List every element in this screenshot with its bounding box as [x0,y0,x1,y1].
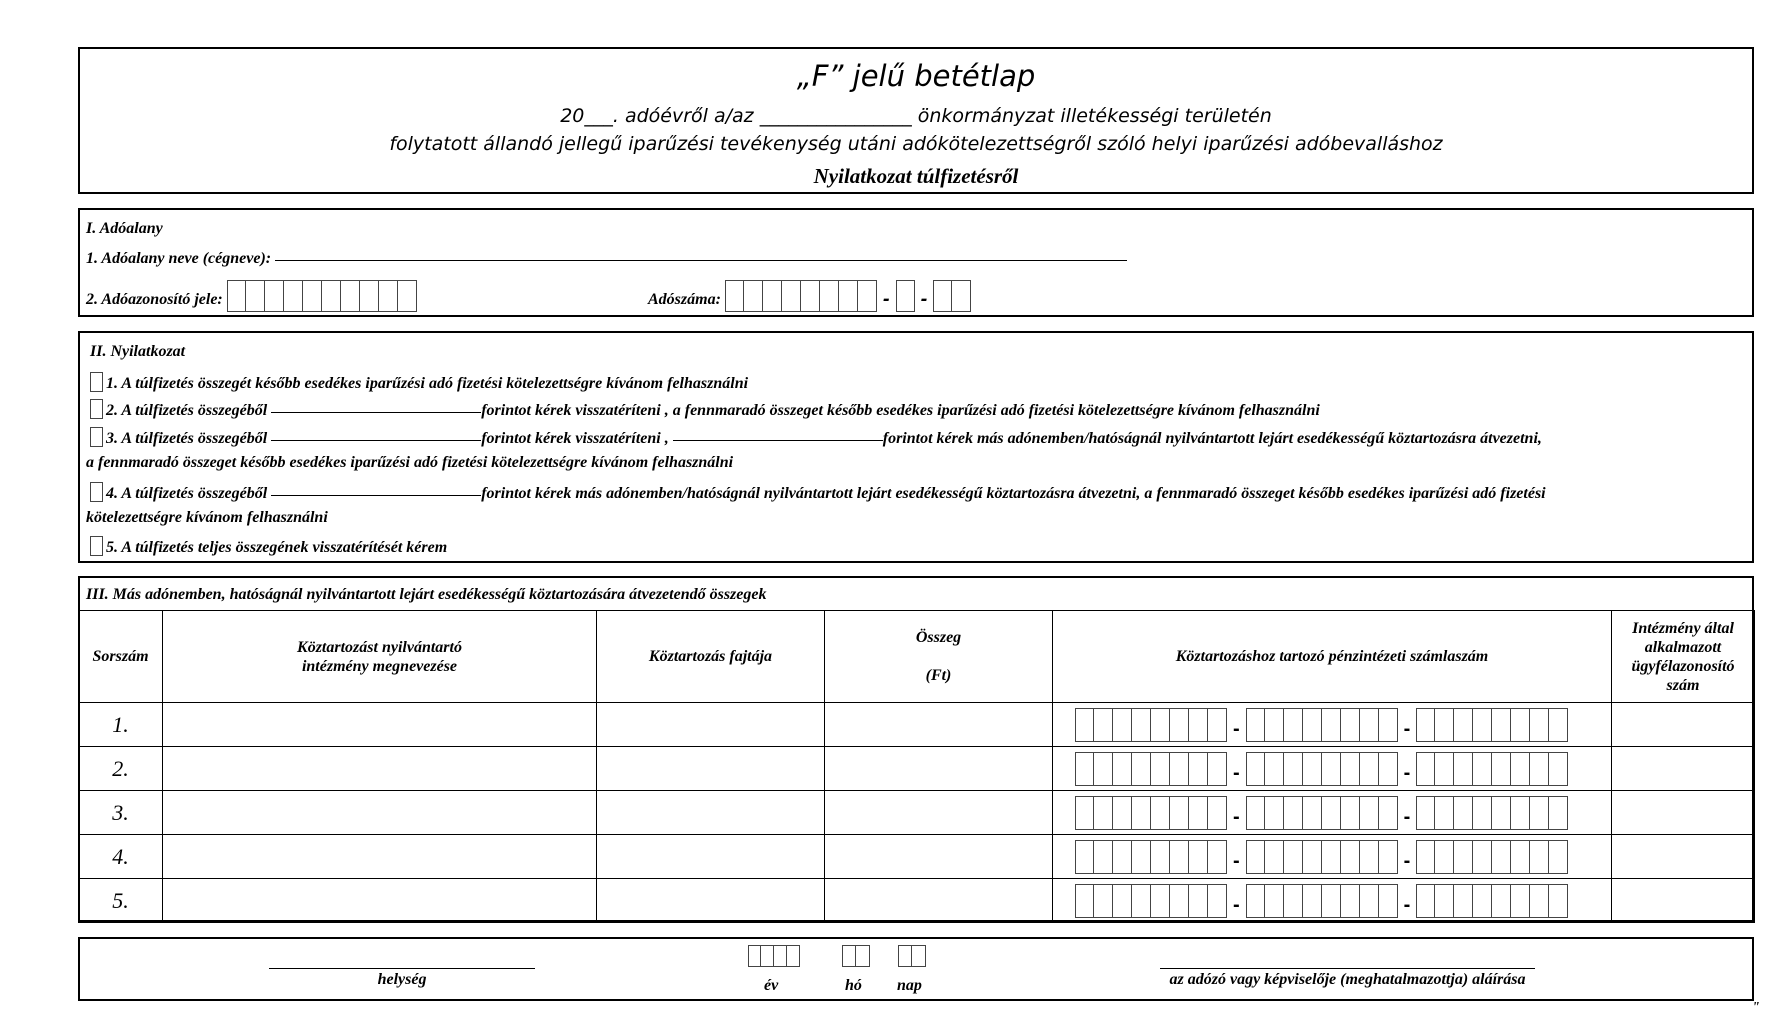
digit-cell[interactable] [1341,752,1360,786]
client-id-cell[interactable] [1612,879,1755,923]
client-id-cell[interactable] [1612,791,1755,835]
option-4-continued: kötelezettségre kívánom felhasználni [86,509,328,526]
option-5-checkbox[interactable] [90,536,103,556]
year-label: év [764,977,779,994]
digit-cell[interactable] [1454,752,1473,786]
option-2-checkbox[interactable] [90,399,103,419]
digit-cell[interactable] [1265,796,1284,830]
digit-cell[interactable] [1094,708,1113,742]
account-group-1[interactable] [1075,884,1227,918]
digit-cell[interactable] [398,280,417,312]
account-number-cells[interactable] [1053,703,1612,747]
digit-cell[interactable] [1549,752,1568,786]
col-szamlaszam: Köztartozáshoz tartozó pénzintézeti számlaszám [1053,611,1612,703]
col-intezmeny: Köztartozást nyilvántartó intézmény megnevezése [163,611,597,703]
tax-number-group-3[interactable] [933,280,971,312]
digit-cell[interactable] [1360,708,1379,742]
debt-type-cell[interactable] [597,835,825,879]
digit-cell[interactable] [1284,708,1303,742]
header-box [78,47,1754,194]
digit-cell[interactable] [744,280,763,312]
digit-cell[interactable] [1284,840,1303,874]
form-subtitle: Nyilatkozat túlfizetésről [813,164,1019,188]
institution-cell[interactable] [163,791,597,835]
digit-cell[interactable] [1265,752,1284,786]
form-title: „F” jelű betétlap [796,59,1036,93]
digit-cell[interactable] [1303,708,1322,742]
option-3: 3. A túlfizetés összegéből forintot kérek visszatéríteni , forintot kérek más adónemben/hatóságnál nyilvántartott lejárt esedékességű köztartozásra átvezetni, [90,427,1542,448]
digit-cell[interactable] [1303,884,1322,918]
col-ugyfelazonosito: Intézmény által alkalmazott ügyfélazonosító szám [1612,611,1755,703]
digit-cell[interactable] [1094,840,1113,874]
option-2-amount-field[interactable] [271,412,481,413]
separator-dash: - [1403,805,1411,828]
digit-cell[interactable] [284,280,303,312]
option-2: 2. A túlfizetés összegéből forintot kérek visszatéríteni , a fennmaradó összeget később esedékes iparűzési adó fizetési kötelezettségre kívánom felhasználni [90,399,1320,420]
table-row [79,747,1755,791]
debt-table [78,610,1755,923]
month-digits[interactable] [842,945,870,967]
separator-dash: - [1233,893,1240,916]
digit-cell[interactable] [1322,840,1341,874]
digit-cell[interactable] [1170,796,1189,830]
digit-cell[interactable] [1151,840,1170,874]
digit-cell[interactable] [1075,796,1094,830]
option-3-transfer-field[interactable] [673,440,883,441]
digit-cell[interactable] [1473,840,1492,874]
digit-cell[interactable] [1511,752,1530,786]
digit-cell[interactable] [1303,752,1322,786]
digit-cell[interactable] [1132,884,1151,918]
separator-dash: - [1403,761,1411,784]
row-number: 1. [79,703,163,747]
digit-cell[interactable] [1208,796,1227,830]
digit-cell[interactable] [1132,840,1151,874]
header-line-2: folytatott állandó jellegű iparűzési tevékenység utáni adókötelezettségről szóló helyi iparűzési adóbevalláshoz [389,133,1443,155]
digit-cell[interactable] [1530,708,1549,742]
digit-cell[interactable] [322,280,341,312]
digit-cell[interactable] [1416,708,1435,742]
tax-id-cells[interactable] [227,280,417,312]
digit-cell[interactable] [898,945,912,967]
tax-number-group-2[interactable] [896,280,915,312]
digit-cell[interactable] [761,945,774,967]
digit-cell[interactable] [858,280,877,312]
option-4: 4. A túlfizetés összegéből forintot kérek más adónemben/hatóságnál nyilvántartott lejárt esedékességű köztartozásra átvezetni, a fennmaradó összeget később esedékes iparűzési adó fizetési [90,482,1546,503]
tax-id-digit-group[interactable] [227,280,417,312]
digit-cell[interactable] [1379,752,1398,786]
digit-cell[interactable] [1094,752,1113,786]
digit-cell[interactable] [1549,840,1568,874]
digit-cell[interactable] [1530,752,1549,786]
separator-dash: - [1233,849,1240,872]
digit-cell[interactable] [1492,796,1511,830]
digit-cell[interactable] [1189,840,1208,874]
digit-cell[interactable] [774,945,787,967]
month-cells[interactable] [842,945,870,967]
digit-cell[interactable] [1151,884,1170,918]
place-line[interactable] [269,968,535,969]
digit-cell[interactable] [1246,840,1265,874]
digit-cell[interactable] [1435,884,1454,918]
digit-cell[interactable] [1511,884,1530,918]
digit-cell[interactable] [1341,708,1360,742]
client-id-cell[interactable] [1612,835,1755,879]
account-group-1[interactable] [1075,708,1227,742]
digit-cell[interactable] [1284,796,1303,830]
digit-cell[interactable] [265,280,284,312]
digit-cell[interactable] [1246,796,1265,830]
digit-cell[interactable] [1151,708,1170,742]
option-3-checkbox[interactable] [90,427,103,447]
digit-cell[interactable] [1379,708,1398,742]
digit-cell[interactable] [896,280,915,312]
account-number-cells[interactable] [1053,835,1612,879]
digit-cell[interactable] [1170,884,1189,918]
table-row [79,879,1755,923]
account-group-3[interactable] [1416,884,1568,918]
digit-cell[interactable] [842,945,856,967]
digit-cell[interactable] [1322,796,1341,830]
digit-cell[interactable] [1075,884,1094,918]
day-label: nap [897,977,922,994]
row-number: 2. [79,747,163,791]
taxpayer-name-row: 1. Adóalany neve (cégneve): [86,250,1127,268]
digit-cell[interactable] [1246,752,1265,786]
option-4-amount-field[interactable] [271,495,481,496]
digit-cell[interactable] [1113,752,1132,786]
taxpayer-name-field[interactable] [275,260,1127,261]
digit-cell[interactable] [1132,708,1151,742]
client-id-cell[interactable] [1612,703,1755,747]
digit-cell[interactable] [1511,796,1530,830]
digit-cell[interactable] [1379,796,1398,830]
debt-type-cell[interactable] [597,791,825,835]
account-group-2[interactable] [1246,796,1398,830]
signature-line[interactable] [1160,968,1535,969]
digit-cell[interactable] [1473,708,1492,742]
digit-cell[interactable] [933,280,952,312]
digit-cell[interactable] [1075,708,1094,742]
digit-cell[interactable] [379,280,398,312]
debt-type-cell[interactable] [597,879,825,923]
separator-dash: - [920,288,928,310]
account-group-3[interactable] [1416,708,1568,742]
digit-cell[interactable] [1492,884,1511,918]
digit-cell[interactable] [1189,796,1208,830]
col-osszeg: Összeg (Ft) [825,611,1053,703]
digit-cell[interactable] [912,945,926,967]
digit-cell[interactable] [1360,884,1379,918]
account-group-2[interactable] [1246,840,1398,874]
col-fajta: Köztartozás fajtája [597,611,825,703]
separator-dash: - [1403,717,1411,740]
digit-cell[interactable] [1492,840,1511,874]
digit-cell[interactable] [1549,708,1568,742]
digit-cell[interactable] [1549,884,1568,918]
digit-cell[interactable] [1075,840,1094,874]
signature-box [78,937,1754,1001]
digit-cell[interactable] [1530,884,1549,918]
section-nyilatkozat [78,331,1754,563]
option-3-continued: a fennmaradó összeget később esedékes iparűzési adó fizetési kötelezettségre kívánom felhasználni [86,454,734,471]
digit-cell[interactable] [1492,708,1511,742]
option-3-refund-field[interactable] [271,440,481,441]
digit-cell[interactable] [1322,708,1341,742]
digit-cell[interactable] [1246,884,1265,918]
digit-cell[interactable] [856,945,870,967]
account-group-3[interactable] [1416,840,1568,874]
digit-cell[interactable] [341,280,360,312]
digit-cell[interactable] [952,280,971,312]
digit-cell[interactable] [1341,884,1360,918]
section-3-title: III. Más adónemben, hatóságnál nyilvántartott lejárt esedékességű köztartozására átvezetendő összegek [86,586,767,603]
digit-cell[interactable] [1113,796,1132,830]
client-id-cell[interactable] [1612,747,1755,791]
digit-cell[interactable] [1360,840,1379,874]
account-number-cells[interactable] [1053,747,1612,791]
amount-cell[interactable] [825,703,1053,747]
digit-cell[interactable] [1454,884,1473,918]
digit-cell[interactable] [1284,884,1303,918]
signature-label: az adózó vagy képviselője (meghatalmazottja) aláírása [1169,971,1526,988]
digit-cell[interactable] [1189,752,1208,786]
digit-cell[interactable] [1265,884,1284,918]
digit-cell[interactable] [1113,708,1132,742]
row-number: 3. [79,791,163,835]
digit-cell[interactable] [1549,796,1568,830]
digit-cell[interactable] [1435,708,1454,742]
digit-cell[interactable] [1511,708,1530,742]
digit-cell[interactable] [1341,796,1360,830]
tax-id-row: 2. Adóazonosító jele: [86,280,417,312]
institution-cell[interactable] [163,747,597,791]
debt-type-cell[interactable] [597,703,825,747]
digit-cell[interactable] [1416,796,1435,830]
digit-cell[interactable] [1113,884,1132,918]
row-number: 5. [79,879,163,923]
digit-cell[interactable] [227,280,246,312]
digit-cell[interactable] [1416,884,1435,918]
separator-dash: - [1233,717,1240,740]
institution-cell[interactable] [163,879,597,923]
digit-cell[interactable] [1189,884,1208,918]
option-5: 5. A túlfizetés teljes összegének visszatérítését kérem [90,536,447,557]
digit-cell[interactable] [1341,840,1360,874]
digit-cell[interactable] [1170,708,1189,742]
digit-cell[interactable] [1435,840,1454,874]
tax-number-cells[interactable] [725,288,971,311]
option-1-checkbox[interactable] [90,372,103,392]
digit-cell[interactable] [1246,708,1265,742]
account-group-3[interactable] [1416,796,1568,830]
digit-cell[interactable] [1530,840,1549,874]
amount-cell[interactable] [825,835,1053,879]
digit-cell[interactable] [1435,796,1454,830]
digit-cell[interactable] [1094,796,1113,830]
digit-cell[interactable] [303,280,322,312]
digit-cell[interactable] [1284,752,1303,786]
table-row [79,703,1755,747]
table-row [79,835,1755,879]
account-group-1[interactable] [1075,840,1227,874]
digit-cell[interactable] [1075,752,1094,786]
digit-cell[interactable] [246,280,265,312]
account-group-2[interactable] [1246,708,1398,742]
amount-cell[interactable] [825,879,1053,923]
separator-dash: - [1233,761,1240,784]
digit-cell[interactable] [820,280,839,312]
digit-cell[interactable] [1473,752,1492,786]
separator-dash: - [1233,805,1240,828]
option-1: 1. A túlfizetés összegét később esedékes iparűzési adó fizetési kötelezettségre kívánom felhasználni [90,372,748,393]
header-line-1: 20___. adóévről a/az ________________ önkormányzat illetékességi területén [560,105,1272,127]
day-digits[interactable] [898,945,926,967]
debt-table-header [79,611,1755,703]
day-cells[interactable] [898,945,926,967]
digit-cell[interactable] [1360,752,1379,786]
digit-cell[interactable] [1435,752,1454,786]
section-1-title: I. Adóalany [86,220,163,237]
section-2-title: II. Nyilatkozat [90,343,186,360]
digit-cell[interactable] [1379,884,1398,918]
digit-cell[interactable] [1416,752,1435,786]
digit-cell[interactable] [1208,752,1227,786]
tax-number-group-1[interactable] [725,280,877,312]
account-number-cells[interactable] [1053,791,1612,835]
digit-cell[interactable] [1530,796,1549,830]
digit-cell[interactable] [1170,752,1189,786]
digit-cell[interactable] [748,945,761,967]
digit-cell[interactable] [1492,752,1511,786]
digit-cell[interactable] [1170,840,1189,874]
digit-cell[interactable] [1094,884,1113,918]
digit-cell[interactable] [1473,796,1492,830]
digit-cell[interactable] [1303,840,1322,874]
digit-cell[interactable] [839,280,858,312]
digit-cell[interactable] [1208,840,1227,874]
institution-cell[interactable] [163,703,597,747]
digit-cell[interactable] [787,945,800,967]
digit-cell[interactable] [1113,840,1132,874]
digit-cell[interactable] [1511,840,1530,874]
account-number-cells[interactable] [1053,879,1612,923]
digit-cell[interactable] [1132,752,1151,786]
digit-cell[interactable] [1322,752,1341,786]
digit-cell[interactable] [1208,708,1227,742]
digit-cell[interactable] [1151,752,1170,786]
option-4-checkbox[interactable] [90,482,103,502]
institution-cell[interactable] [163,835,597,879]
account-group-1[interactable] [1075,796,1227,830]
digit-cell[interactable] [1265,840,1284,874]
digit-cell[interactable] [1265,708,1284,742]
digit-cell[interactable] [801,280,820,312]
digit-cell[interactable] [1303,796,1322,830]
separator-dash: - [1403,849,1411,872]
year-cells[interactable] [748,945,800,967]
digit-cell[interactable] [1360,796,1379,830]
account-group-2[interactable] [1246,884,1398,918]
tax-number-row: Adószáma: - - [648,280,971,312]
col-sorszam: Sorszám [79,611,163,703]
amount-cell[interactable] [825,747,1053,791]
digit-cell[interactable] [1322,884,1341,918]
year-digits[interactable] [748,945,800,967]
closing-quote: " [1752,1000,1760,1015]
digit-cell[interactable] [763,280,782,312]
digit-cell[interactable] [1454,796,1473,830]
digit-cell[interactable] [1454,840,1473,874]
account-group-1[interactable] [1075,752,1227,786]
digit-cell[interactable] [1454,708,1473,742]
digit-cell[interactable] [360,280,379,312]
account-group-2[interactable] [1246,752,1398,786]
digit-cell[interactable] [1473,884,1492,918]
digit-cell[interactable] [1416,840,1435,874]
digit-cell[interactable] [1379,840,1398,874]
separator-dash: - [1403,893,1411,916]
debt-type-cell[interactable] [597,747,825,791]
digit-cell[interactable] [1151,796,1170,830]
account-group-3[interactable] [1416,752,1568,786]
digit-cell[interactable] [782,280,801,312]
month-label: hó [845,977,862,994]
row-number: 4. [79,835,163,879]
amount-cell[interactable] [825,791,1053,835]
digit-cell[interactable] [1208,884,1227,918]
digit-cell[interactable] [1132,796,1151,830]
separator-dash: - [882,288,890,310]
table-row [79,791,1755,835]
digit-cell[interactable] [1189,708,1208,742]
section-adoalany [78,208,1754,317]
digit-cell[interactable] [725,280,744,312]
place-label: helység [377,971,427,988]
